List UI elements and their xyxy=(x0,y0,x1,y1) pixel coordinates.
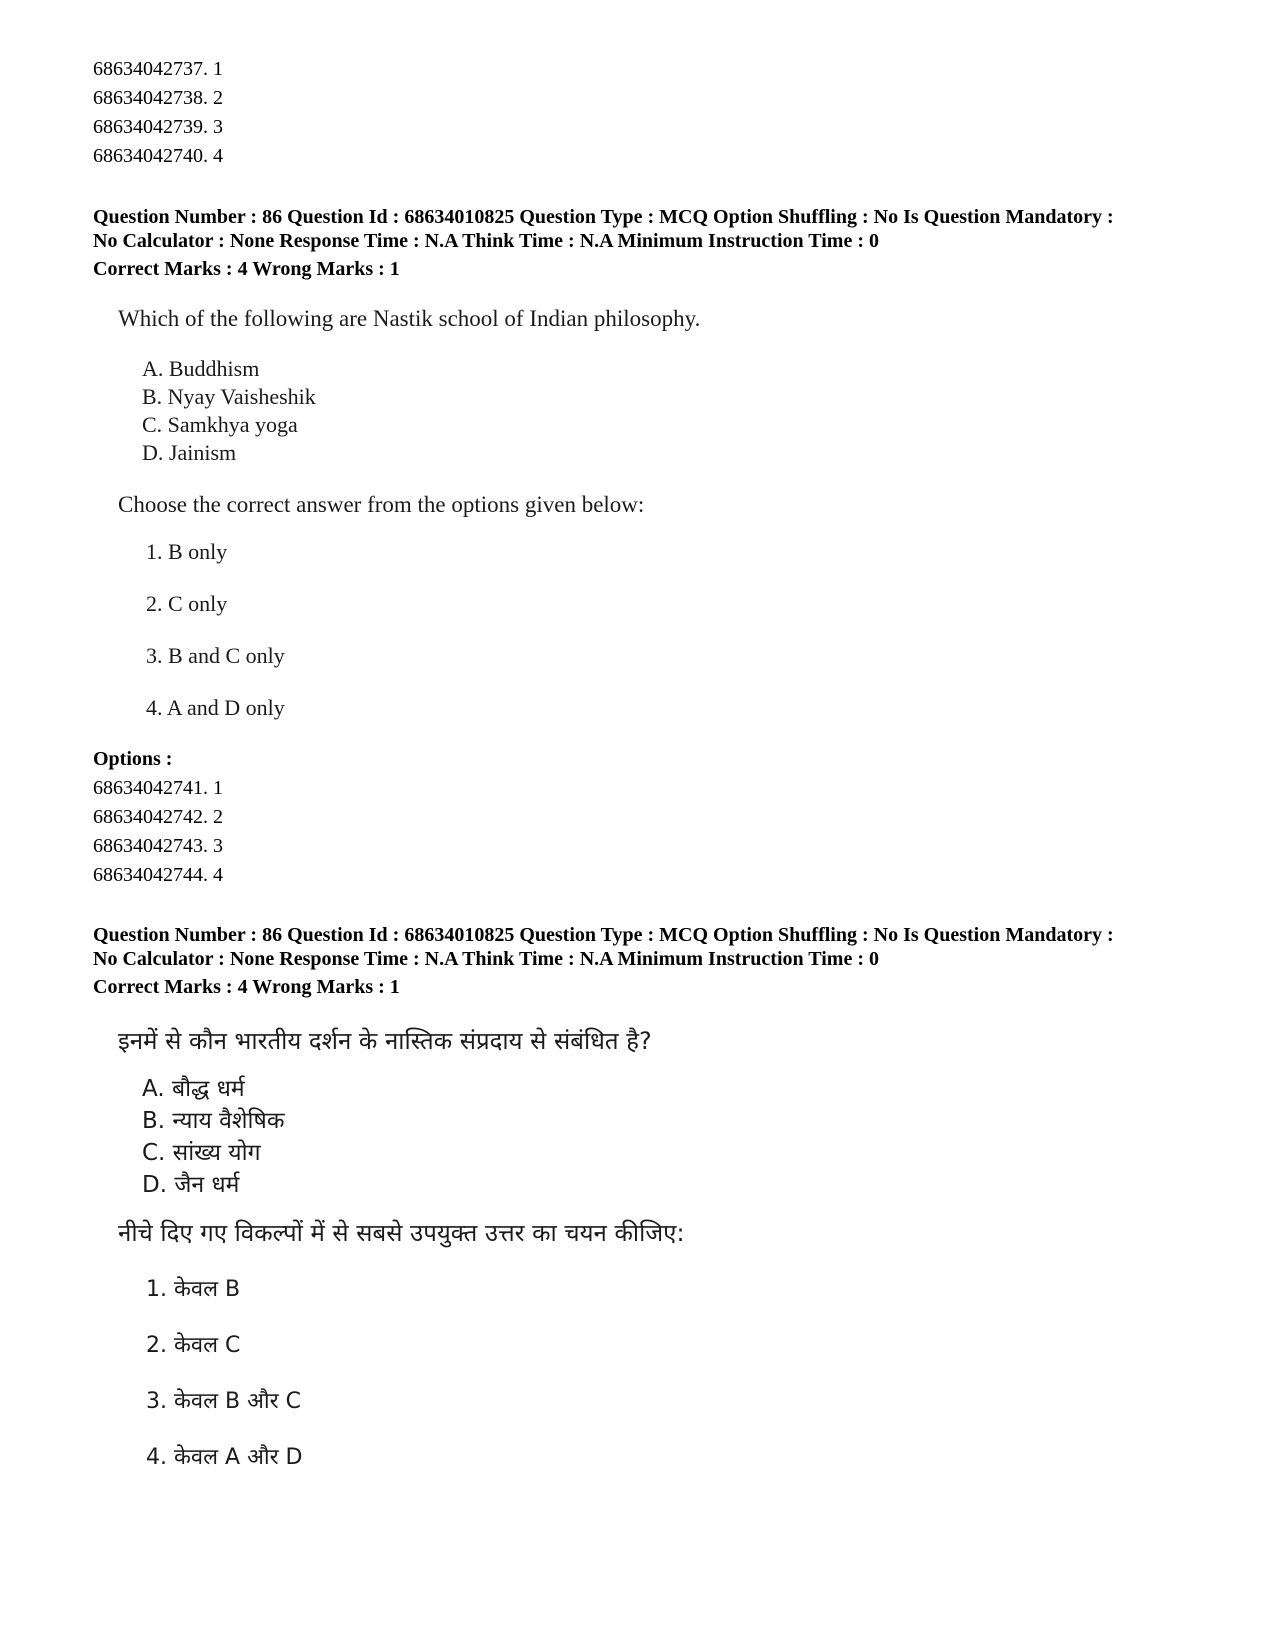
instruction-text: Choose the correct answer from the options given below: xyxy=(118,492,645,517)
option-line: 68634042739. 3 xyxy=(93,116,223,138)
option-line: 68634042742. 2 xyxy=(93,806,223,828)
question-body-hindi xyxy=(118,1027,685,1473)
choice-item: 2. केवल C xyxy=(146,1333,241,1358)
question-text: Which of the following are Nastik school of Indian philosophy. xyxy=(118,306,701,331)
choice-item: 1. केवल B xyxy=(146,1277,241,1302)
choice-item: 3. केवल B और C xyxy=(146,1389,301,1414)
statement-item: B. Nyay Vaisheshik xyxy=(142,384,316,409)
question-meta-line: Question Number : 86 Question Id : 68634010825 Question Type : MCQ Option Shuffling : No Is Question Mandatory : xyxy=(93,206,1114,228)
choice-item: 4. A and D only xyxy=(146,695,285,720)
choice-list xyxy=(146,539,700,725)
question-meta-line: Question Number : 86 Question Id : 68634010825 Question Type : MCQ Option Shuffling : No Is Question Mandatory : xyxy=(93,924,1114,946)
question-meta-english xyxy=(93,205,1203,281)
option-line: 68634042744. 4 xyxy=(93,864,223,886)
previous-options-list xyxy=(93,55,223,171)
question-marks: Correct Marks : 4 Wrong Marks : 1 xyxy=(93,976,400,998)
statement-item: D. Jainism xyxy=(142,440,237,465)
question-marks: Correct Marks : 4 Wrong Marks : 1 xyxy=(93,258,400,280)
statement-item: C. Samkhya yoga xyxy=(142,412,298,437)
option-line: 68634042738. 2 xyxy=(93,87,223,109)
statement-item: A. बौद्ध धर्म xyxy=(142,1076,245,1102)
statement-item: C. सांख्य योग xyxy=(142,1140,261,1166)
choice-item: 1. B only xyxy=(146,539,228,564)
options-list xyxy=(93,745,223,890)
statement-item: D. जैन धर्म xyxy=(142,1172,240,1198)
option-line: 68634042737. 1 xyxy=(93,58,223,80)
statement-list xyxy=(142,1073,685,1201)
question-body-english xyxy=(118,305,700,725)
question-meta-line: No Calculator : None Response Time : N.A Think Time : N.A Minimum Instruction Time : 0 xyxy=(93,230,879,252)
choice-item: 2. C only xyxy=(146,591,228,616)
question-meta-hindi xyxy=(93,923,1203,999)
choice-item: 3. B and C only xyxy=(146,643,285,668)
choice-item: 4. केवल A और D xyxy=(146,1445,303,1470)
statement-item: A. Buddhism xyxy=(142,356,260,381)
choice-list xyxy=(146,1273,685,1473)
question-text: इनमें से कौन भारतीय दर्शन के नास्तिक संप्रदाय से संबंधित है? xyxy=(118,1027,652,1055)
option-line: 68634042741. 1 xyxy=(93,777,223,799)
question-meta-line: No Calculator : None Response Time : N.A Think Time : N.A Minimum Instruction Time : 0 xyxy=(93,948,879,970)
statement-list xyxy=(142,355,700,467)
instruction-text: नीचे दिए गए विकल्पों में से सबसे उपयुक्त उत्तर का चयन कीजिए: xyxy=(118,1219,685,1247)
option-line: 68634042743. 3 xyxy=(93,835,223,857)
option-line: 68634042740. 4 xyxy=(93,145,223,167)
options-label: Options : xyxy=(93,748,173,770)
statement-item: B. न्याय वैशेषिक xyxy=(142,1108,285,1134)
